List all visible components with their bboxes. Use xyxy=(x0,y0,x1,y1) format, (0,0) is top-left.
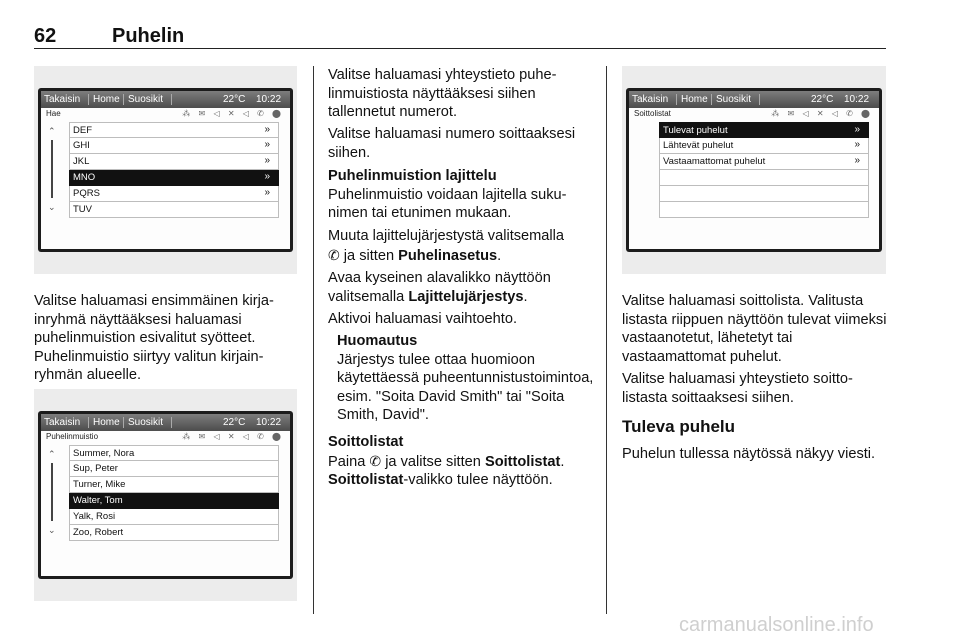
scrollbar[interactable] xyxy=(51,463,53,521)
list-item-label: DEF xyxy=(73,125,92,136)
display-bezel xyxy=(38,411,293,579)
phone-icon: ✆ xyxy=(328,246,340,263)
list-item[interactable] xyxy=(69,477,279,493)
paragraph: Valitse haluamasi ensimmäinen kirjainryhmä näyttääksesi haluamasi puhelinmuistion esivalitut syötteet. Puhelinmuistio siirtyy valitun kirjainryhmän alueelle. xyxy=(34,293,274,383)
top-bar xyxy=(41,91,290,108)
top-bar xyxy=(41,414,290,431)
status-icons: ⁂ ✉ ◁ ✕ ◁ ✆ ⬤ xyxy=(182,432,284,441)
list-item[interactable] xyxy=(659,138,869,154)
list-item-label: Lähtevät puhelut xyxy=(663,140,734,151)
list-item-label: Vastaamattomat puhelut xyxy=(663,156,766,167)
nav-home[interactable]: Home xyxy=(93,417,120,428)
chevron-right-icon: » xyxy=(854,155,860,166)
clock: 10:22 xyxy=(256,417,282,428)
list-item-label: Summer, Nora xyxy=(73,448,135,459)
page-number: 62 xyxy=(34,25,57,47)
list-item[interactable] xyxy=(69,202,279,218)
list-item-label: TUV xyxy=(73,204,92,215)
list-item-label: Tulevat puhelut xyxy=(663,125,728,136)
list-item[interactable] xyxy=(69,509,279,525)
list-item[interactable] xyxy=(69,493,279,509)
footer-watermark: carmanualsonline.info xyxy=(679,614,874,636)
section-heading: Tuleva puhelu xyxy=(622,417,736,436)
nav-back[interactable]: Takaisin xyxy=(44,417,81,428)
scroll-down-icon[interactable]: ⌄ xyxy=(48,525,56,535)
chevron-right-icon: » xyxy=(264,155,270,166)
list-item-label: JKL xyxy=(73,156,90,167)
paragraph-call-lists: Paina ✆ ja valitse sitten Soittolistat. xyxy=(328,452,565,470)
list-search xyxy=(69,122,279,218)
paragraph: Valitse haluamasi yhteystieto soittolistasta soittaaksesi siihen. xyxy=(622,371,853,406)
temperature: 22°C xyxy=(223,94,246,105)
screen-subheader: Puhelinmuistio xyxy=(46,432,99,441)
screen-photo-call-lists xyxy=(622,66,886,274)
nav-back[interactable]: Takaisin xyxy=(44,94,81,105)
note-box xyxy=(337,332,599,425)
temperature: 22°C xyxy=(811,94,834,105)
status-icons: ⁂ ✉ ◁ ✕ ◁ ✆ ⬤ xyxy=(182,109,284,118)
temperature: 22°C xyxy=(223,417,246,428)
clock: 10:22 xyxy=(844,94,870,105)
display-area xyxy=(629,108,879,249)
column-divider xyxy=(606,66,607,614)
screen-photo-phonebook xyxy=(34,389,297,601)
scrollbar[interactable] xyxy=(51,140,53,198)
list-call-lists xyxy=(659,122,869,218)
display-bezel xyxy=(38,88,293,252)
page-header xyxy=(34,22,886,49)
paragraph-call-lists-menu: Soittolistat-valikko tulee näyttöön. xyxy=(328,472,553,488)
list-item-label: Turner, Mike xyxy=(73,479,126,490)
list-phonebook xyxy=(69,445,279,541)
screen-subheader: Hae xyxy=(46,109,61,118)
scroll-up-icon[interactable]: ⌃ xyxy=(48,449,56,459)
list-item[interactable] xyxy=(69,170,279,186)
list-item[interactable] xyxy=(69,138,279,154)
paragraph: Valitse haluamasi numero soittaaksesi siihen. xyxy=(328,126,576,161)
nav-back[interactable]: Takaisin xyxy=(632,94,669,105)
display-area xyxy=(41,108,290,249)
list-item[interactable] xyxy=(659,202,869,218)
nav-home[interactable]: Home xyxy=(681,94,708,105)
nav-favorites[interactable]: Suosikit xyxy=(716,94,752,105)
paragraph: Aktivoi haluamasi vaihtoehto. xyxy=(328,311,518,327)
paragraph: Valitse haluamasi soittolista. Valitusta listasta riippuen näyttöön tulevat viimeksi vastaanotetut, lähetetyt tai vastaamattomat puhelut. xyxy=(622,293,887,365)
note-heading: Huomautus xyxy=(337,333,418,349)
scroll-up-icon[interactable]: ⌃ xyxy=(48,126,56,136)
chevron-right-icon: » xyxy=(264,187,270,198)
list-item-label: Sup, Peter xyxy=(73,463,118,474)
list-item[interactable] xyxy=(69,122,279,138)
list-item[interactable] xyxy=(659,154,869,170)
list-item[interactable] xyxy=(69,461,279,477)
nav-favorites[interactable]: Suosikit xyxy=(128,417,164,428)
paragraph-submenu: Avaa kyseinen alavalikko näyttöön valitsemalla Lajittelujärjestys. xyxy=(328,270,551,305)
list-item-label: PQRS xyxy=(73,188,100,199)
section-heading: Soittolistat xyxy=(328,434,404,450)
chevron-right-icon: » xyxy=(264,124,270,135)
status-icons: ⁂ ✉ ◁ ✕ ◁ ✆ ⬤ xyxy=(771,109,873,118)
list-item[interactable] xyxy=(659,122,869,138)
list-item[interactable] xyxy=(69,154,279,170)
list-item[interactable] xyxy=(659,186,869,202)
screen-photo-search xyxy=(34,66,297,274)
paragraph-sort-order: Muuta lajittelujärjestystä valitsemalla ✆ ja sitten Puhelinasetus. xyxy=(328,228,565,264)
nav-home[interactable]: Home xyxy=(93,94,120,105)
phone-icon: ✆ xyxy=(369,452,382,469)
column-divider xyxy=(313,66,314,614)
list-item-label: MNO xyxy=(73,172,96,183)
paragraph: Puhelun tullessa näytössä näkyy viesti. xyxy=(622,446,876,462)
display-area xyxy=(41,431,290,576)
section-call-lists xyxy=(328,433,598,490)
list-item[interactable] xyxy=(69,445,279,461)
list-item-label: Zoo, Robert xyxy=(73,527,124,538)
screen-subheader: Soittolistat xyxy=(634,109,671,118)
chevron-right-icon: » xyxy=(854,124,860,135)
section-sort xyxy=(328,167,598,223)
page-title: Puhelin xyxy=(112,25,185,47)
list-item-label: Walter, Tom xyxy=(73,495,123,506)
paragraph: Valitse haluamasi yhteystieto puhelinmuistiosta näyttääksesi siihen tallennetut numerot. xyxy=(328,67,557,120)
scroll-down-icon[interactable]: ⌄ xyxy=(48,202,56,212)
paragraph: Puhelinmuistio voidaan lajitella sukunimen tai etunimen mukaan. xyxy=(328,186,567,221)
nav-favorites[interactable]: Suosikit xyxy=(128,94,164,105)
list-item[interactable] xyxy=(69,186,279,202)
list-item-label: Yalk, Rosi xyxy=(73,511,116,522)
chevron-right-icon: » xyxy=(264,171,270,182)
note-text: Järjestys tulee ottaa huomioon käytettäessä puheentunnistustoimintoa, esim. "Soita David Smith" tai "Soita Smith, David". xyxy=(337,351,594,423)
top-bar xyxy=(629,91,879,108)
list-item-label: GHI xyxy=(73,140,90,151)
chevron-right-icon: » xyxy=(264,139,270,150)
list-item[interactable] xyxy=(659,170,869,186)
section-heading: Puhelinmuistion lajittelu xyxy=(328,168,497,184)
display-bezel xyxy=(626,88,882,252)
clock: 10:22 xyxy=(256,94,282,105)
chevron-right-icon: » xyxy=(854,139,860,150)
list-item[interactable] xyxy=(69,525,279,541)
